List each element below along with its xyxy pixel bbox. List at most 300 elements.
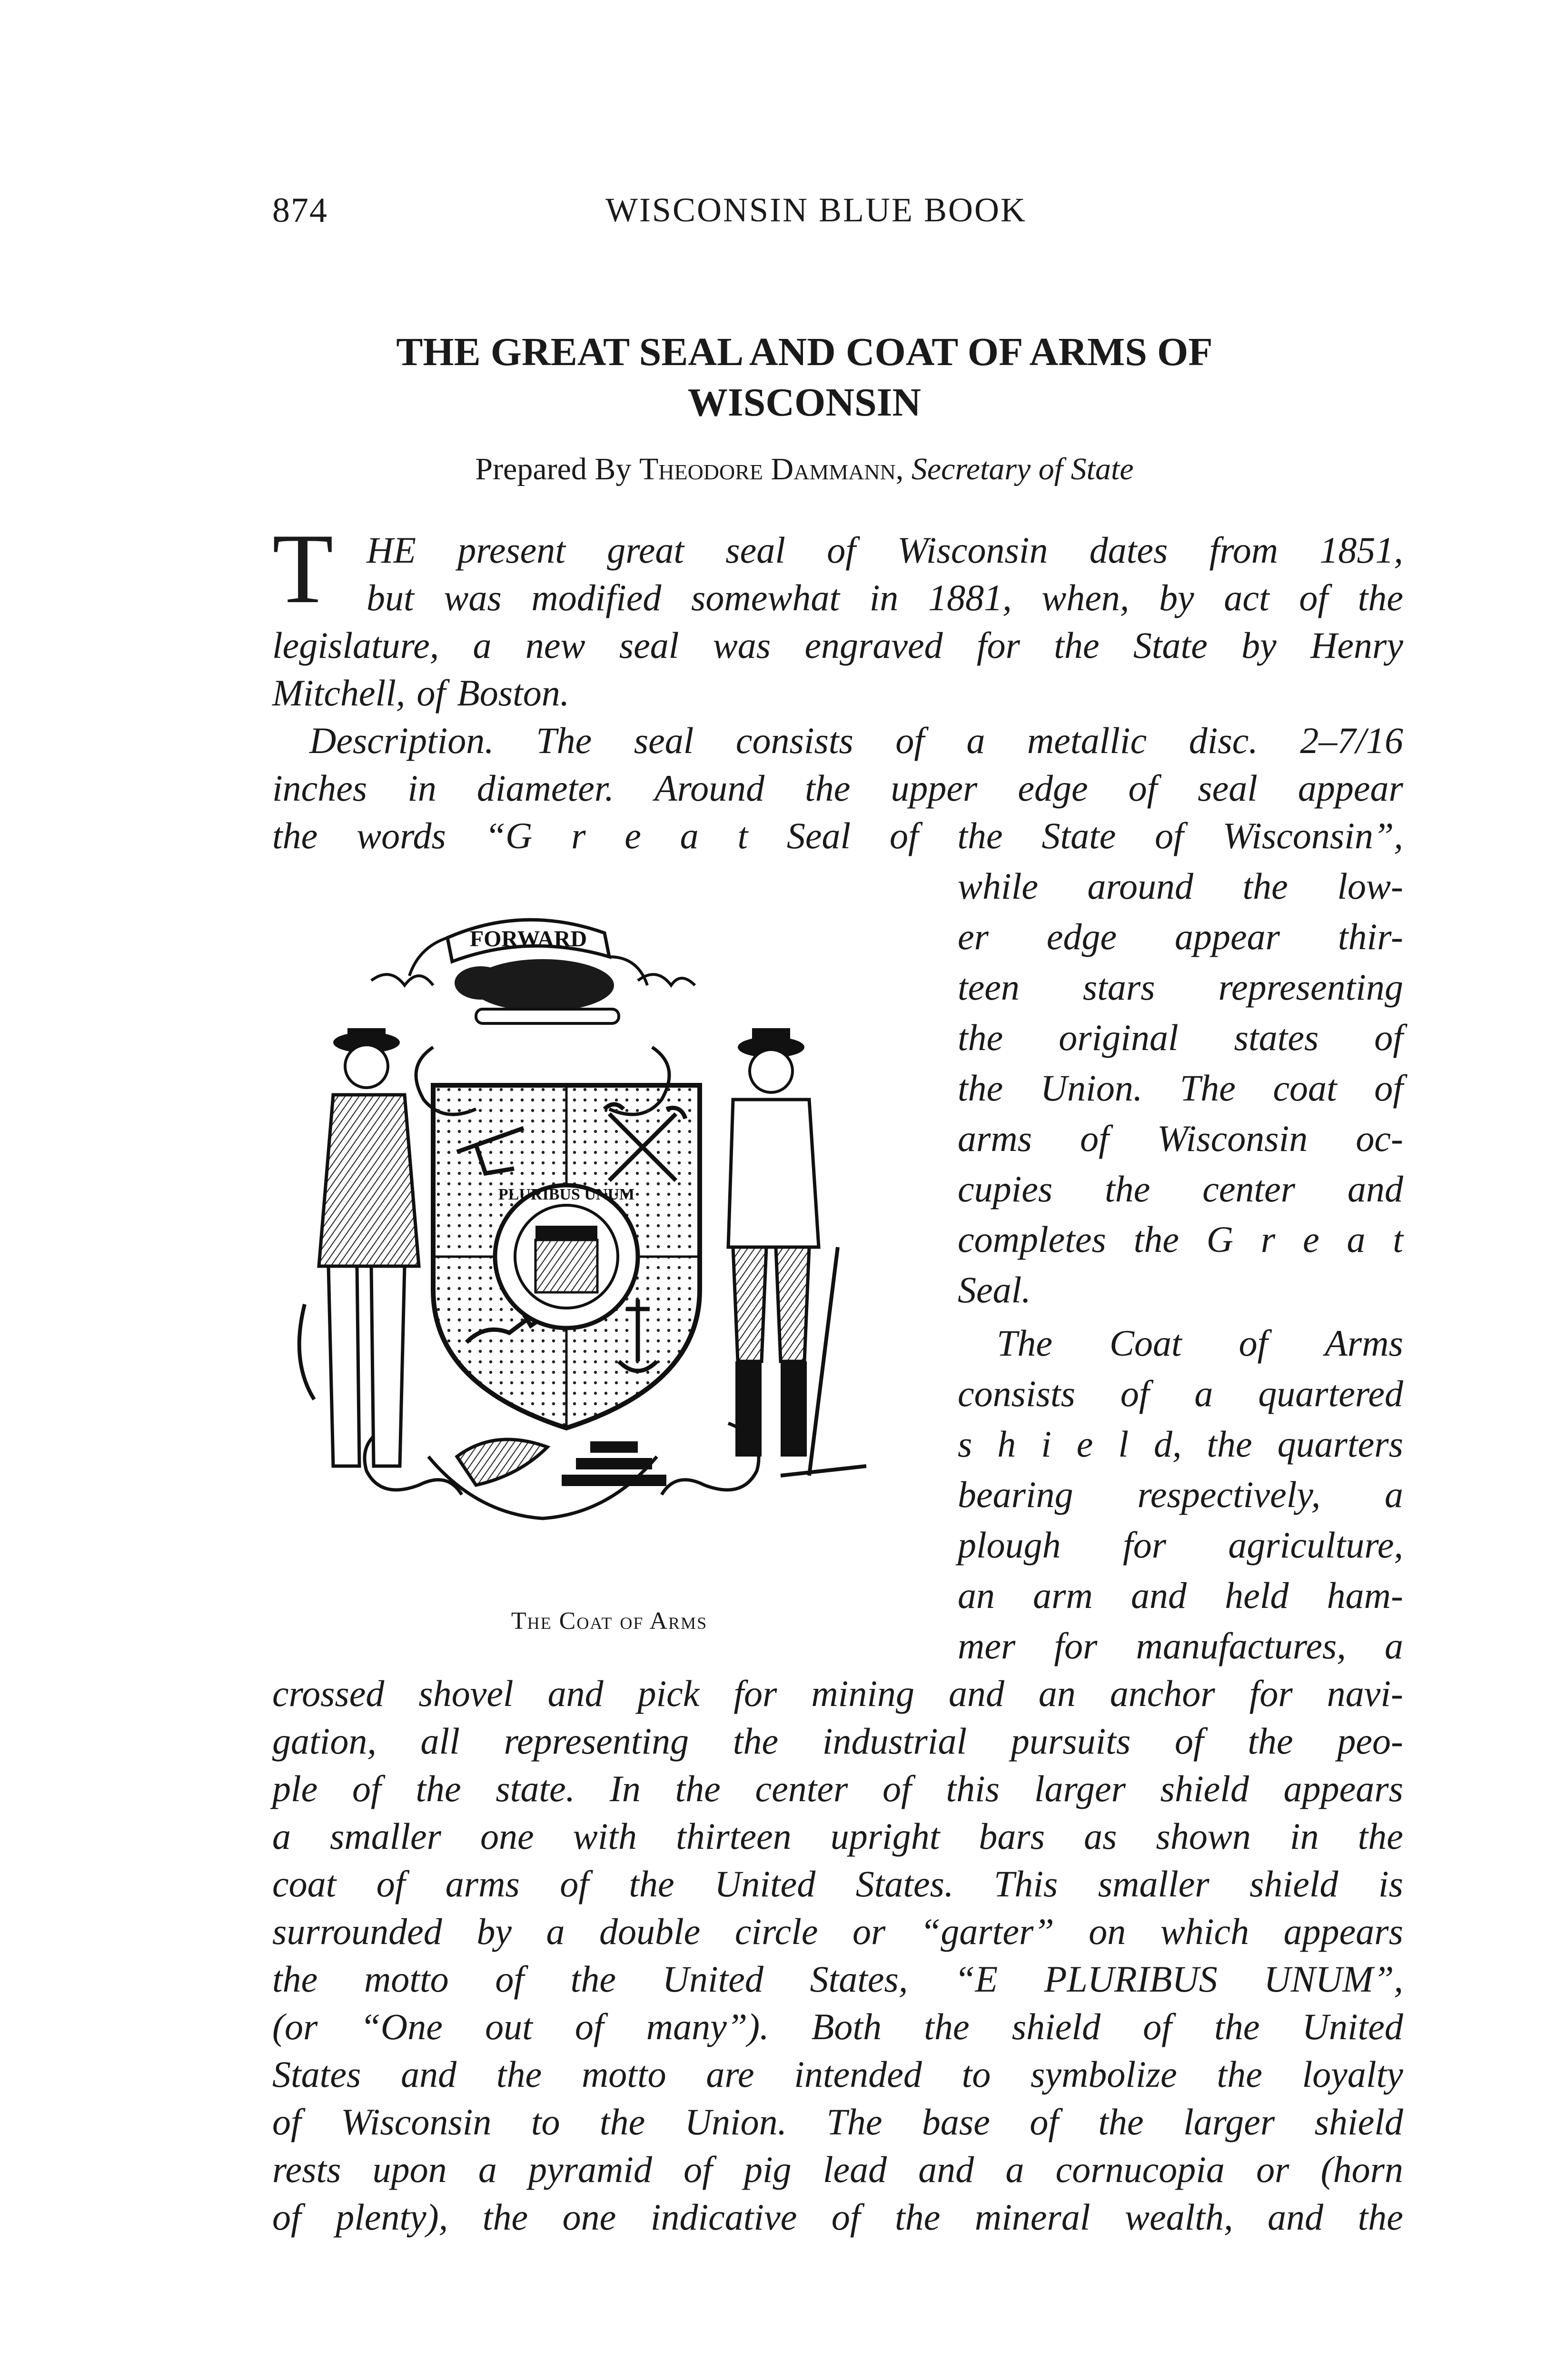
body-word: “garter” (920, 1911, 1054, 1952)
body-word: PLURIBUS (1044, 1958, 1218, 2000)
body-word: in (1289, 1815, 1319, 1857)
body-word: upper (891, 767, 978, 809)
body-word: base (922, 2101, 990, 2142)
body-word: for (1249, 1673, 1293, 1714)
body-word: a (1347, 1219, 1366, 1260)
body-word: a (1385, 1625, 1403, 1666)
body-word: larger (1034, 1768, 1126, 1809)
body-word: present (457, 529, 565, 571)
body-word: 1881, (928, 577, 1012, 618)
body-line (272, 2193, 1403, 2241)
body-word: around (1087, 865, 1193, 907)
us-shield-garter (495, 1185, 638, 1328)
body-word: (or (272, 2006, 318, 2047)
body-word: one (480, 1815, 534, 1857)
body-word: of (1175, 1720, 1204, 1762)
byline-author: Theodore Dammann, (639, 452, 904, 486)
body-word: and (1268, 2196, 1324, 2238)
body-word: cornucopia (1055, 2149, 1225, 2190)
body-word: words (357, 815, 446, 856)
body-word: mineral (974, 2196, 1090, 2238)
body-word: out (485, 2006, 533, 2047)
body-word: to (531, 2101, 560, 2142)
body-word: an (1038, 1673, 1076, 1714)
body-word: cupies (958, 1168, 1053, 1210)
body-line (272, 812, 1403, 860)
byline-role: Secretary of State (911, 452, 1134, 486)
body-word: arms (445, 1863, 520, 1904)
body-word: United (714, 1863, 816, 1904)
body-word: center (1202, 1168, 1296, 1210)
body-word: the (805, 767, 851, 809)
body-line (272, 2098, 1403, 2146)
body-word: great (607, 529, 684, 571)
body-word: the (924, 2006, 970, 2047)
body-line (958, 1216, 1403, 1263)
body-word: the (272, 1958, 318, 2000)
body-word: of (352, 1768, 381, 1809)
body-line (958, 1064, 1403, 1112)
body-word: pig (743, 2149, 792, 2190)
body-word: the (1358, 2196, 1403, 2238)
body-word: Description. (309, 720, 494, 761)
body-word: the (1214, 2006, 1260, 2047)
body-word: seal (634, 720, 694, 761)
body-line (272, 1860, 1403, 1908)
body-word: pyramid (528, 2149, 652, 2190)
body-word: and (1347, 1168, 1403, 1210)
body-word: somewhat (691, 577, 840, 618)
body-word: shield (1314, 2101, 1403, 2142)
body-word: of (1239, 1322, 1268, 1364)
article-title-line-1: THE GREAT SEAL AND COAT OF ARMS OF (396, 330, 1213, 374)
body-line (958, 1370, 1403, 1418)
body-word: a (680, 815, 699, 856)
body-word: a (1385, 1474, 1403, 1515)
body-word: pick (637, 1673, 700, 1714)
body-word: of (1155, 815, 1184, 856)
body-word: seal (725, 529, 785, 571)
body-word: which (1160, 1911, 1249, 1952)
body-word: States. (855, 1863, 954, 1904)
body-word: Coat (1109, 1322, 1182, 1364)
body-word: the (895, 2196, 941, 2238)
body-word: ham- (1327, 1575, 1403, 1616)
body-line (309, 717, 1403, 764)
body-word: circle (734, 1911, 818, 1952)
body-word: an (958, 1575, 995, 1616)
body-line (272, 1813, 1403, 1860)
body-word: loyalty (1302, 2053, 1403, 2095)
body-word: of (889, 815, 919, 856)
body-word: larger (1183, 2101, 1275, 2142)
body-word: edge (1018, 767, 1088, 809)
body-word: upright (830, 1815, 940, 1857)
body-line (958, 963, 1403, 1011)
body-word: indicative (650, 2196, 797, 2238)
figure-caption: The Coat of Arms (511, 1607, 708, 1635)
body-word: Seal (786, 815, 851, 856)
body-word: United (662, 1958, 763, 2000)
body-word: all (420, 1720, 460, 1762)
body-word: of (1080, 1118, 1109, 1159)
body-word: new (525, 625, 585, 666)
body-line (997, 1319, 1403, 1367)
body-word: and (547, 1673, 604, 1714)
body-word: coat (272, 1863, 337, 1904)
body-word: of (272, 2196, 301, 2238)
body-word: by (1159, 577, 1194, 618)
body-word: of (1374, 1067, 1403, 1109)
body-word: many”). (646, 2006, 769, 2047)
body-word: shown (1156, 1815, 1251, 1857)
body-word: stars (1082, 966, 1155, 1008)
body-line (958, 1420, 1403, 1468)
body-word: The (997, 1322, 1052, 1364)
body-word: G (1206, 1219, 1234, 1260)
body-word: on (1089, 1911, 1126, 1952)
body-word: this (946, 1768, 1000, 1809)
body-word: plough (958, 1524, 1061, 1566)
body-word: in (407, 767, 436, 809)
body-word: the (1054, 625, 1100, 666)
body-word: Wisconsin (897, 529, 1048, 571)
body-line (272, 1765, 1403, 1813)
body-word: was (713, 625, 771, 666)
body-word: a (546, 1911, 565, 1952)
body-word: for (1054, 1625, 1098, 1666)
body-word: the (1133, 1219, 1179, 1260)
body-word: Seal. (958, 1269, 1031, 1310)
body-word: of (495, 1958, 524, 2000)
body-word: (horn (1320, 2149, 1403, 2190)
body-word: the (272, 815, 318, 856)
body-word: UNUM”, (1264, 1958, 1403, 2000)
badger-crest (455, 959, 619, 1023)
body-word: agriculture, (1228, 1524, 1403, 1566)
body-word: i (1041, 1423, 1051, 1465)
body-word: consists (958, 1373, 1076, 1414)
body-word: gation, (272, 1720, 377, 1762)
body-word: and (948, 1673, 1004, 1714)
body-word: of (827, 529, 856, 571)
body-word: oc- (1356, 1118, 1403, 1159)
body-word: the (482, 2196, 528, 2238)
body-word: arms (958, 1118, 1032, 1159)
body-word: of (560, 1863, 589, 1904)
body-word: symbolize (1031, 2053, 1177, 2095)
body-word: the (958, 1017, 1003, 1058)
body-word: when, (1041, 577, 1130, 618)
body-word: In (609, 1768, 641, 1809)
body-word: shield (1011, 2006, 1101, 2047)
body-line (272, 1717, 1403, 1765)
body-word: but (367, 577, 414, 618)
body-word: or (852, 1911, 886, 1952)
body-word: States, (810, 1958, 908, 2000)
body-word: t (737, 815, 748, 856)
cornucopia (457, 1439, 547, 1485)
body-word: mining (811, 1673, 914, 1714)
body-word: and (1131, 1575, 1187, 1616)
body-word: ple (272, 1768, 318, 1809)
body-word: smaller (1098, 1863, 1209, 1904)
body-word: of (272, 2101, 301, 2142)
body-line (958, 1014, 1403, 1061)
body-word: is (1378, 1863, 1403, 1904)
body-word: seal (1198, 767, 1258, 809)
body-word: of (1120, 1373, 1150, 1414)
body-word: Union. (1040, 1067, 1143, 1109)
body-word: representing (504, 1720, 689, 1762)
body-word: edge (1046, 916, 1117, 957)
body-word: coat (1273, 1067, 1337, 1109)
body-word: States (272, 2053, 361, 2095)
body-word: State (1041, 815, 1116, 856)
body-line (958, 1572, 1403, 1619)
body-word: double (599, 1911, 701, 1952)
body-word: Both (811, 2006, 882, 2047)
body-word: legislature, (272, 625, 439, 666)
body-word: This (993, 1863, 1058, 1904)
body-line (272, 622, 1403, 669)
body-word: manufactures, (1136, 1625, 1346, 1666)
body-word: while (958, 865, 1038, 907)
body-line (272, 764, 1403, 812)
body-word: er (958, 916, 989, 957)
body-word: thir- (1338, 916, 1403, 957)
body-word: for (1123, 1524, 1167, 1566)
body-word: disc. (1189, 720, 1258, 761)
body-word: of (1299, 577, 1328, 618)
body-line (272, 1670, 1403, 1717)
body-word: the (957, 815, 1003, 856)
body-word: surrounded (272, 1911, 442, 1952)
body-line (958, 1115, 1403, 1162)
body-word: peo- (1337, 1720, 1403, 1762)
body-word: a (1194, 1373, 1213, 1414)
body-word: consists (735, 720, 853, 761)
body-word: pursuits (1011, 1720, 1131, 1762)
running-title: WISCONSIN BLUE BOOK (605, 191, 1027, 229)
body-word: of (1128, 767, 1158, 809)
coat-of-arms-illustration (276, 885, 914, 1599)
body-word: one (562, 2196, 616, 2238)
body-word: Wisconsin”, (1222, 815, 1403, 856)
body-word: completes (958, 1219, 1106, 1260)
body-word: metallic (1027, 720, 1147, 761)
body-word: the (1242, 865, 1288, 907)
body-word: the (958, 1067, 1003, 1109)
body-word: the (1098, 2101, 1144, 2142)
body-word: of (1030, 2101, 1059, 2142)
body-word: the (1207, 1423, 1252, 1465)
body-word: from (1209, 529, 1278, 571)
body-line (958, 863, 1403, 910)
body-line (958, 913, 1403, 961)
body-word: arm (1033, 1575, 1093, 1616)
garter-motto-text: PLURIBUS UNUM (498, 1186, 635, 1203)
body-word: the (629, 1863, 674, 1904)
pig-lead-pyramid (562, 1447, 666, 1480)
byline (267, 451, 1342, 487)
body-word: the (675, 1768, 721, 1809)
body-word: of (416, 672, 446, 714)
body-word: motto (364, 1958, 449, 2000)
body-word: as (1084, 1815, 1117, 1857)
body-word: to (961, 2053, 991, 2095)
body-word: The (1179, 1067, 1236, 1109)
body-word: smaller (330, 1815, 442, 1857)
body-line (958, 1471, 1403, 1518)
body-word: original (1059, 1017, 1179, 1058)
body-word: e (1303, 1219, 1319, 1260)
body-word: industrial (822, 1720, 967, 1762)
coat-of-arms-svg (276, 885, 914, 1599)
body-word: the (570, 1958, 616, 2000)
body-word: State (1133, 625, 1208, 666)
body-word: the (1105, 1168, 1150, 1210)
body-word: dates (1089, 529, 1168, 571)
body-word: are (706, 2053, 754, 2095)
body-word: a (1005, 2149, 1024, 2190)
body-word: The (826, 2101, 882, 2142)
body-word: the (1358, 577, 1403, 618)
body-line (272, 1908, 1403, 1955)
body-line (367, 526, 1403, 574)
body-word: the (416, 1768, 461, 1809)
page-number: 874 (272, 191, 328, 230)
body-word: appear (1298, 767, 1403, 809)
body-word: or (1256, 2149, 1289, 2190)
body-word: modified (531, 577, 662, 618)
body-word: seal (619, 625, 679, 666)
body-word: d, (1153, 1423, 1182, 1465)
body-word: the (1358, 1815, 1403, 1857)
body-word: bars (979, 1815, 1045, 1857)
miner-supporter (728, 1028, 866, 1476)
body-word: inches (272, 767, 367, 809)
body-word: h (997, 1423, 1016, 1465)
body-word: for (733, 1673, 777, 1714)
body-word: the (1248, 1720, 1293, 1762)
body-word: states (1234, 1017, 1319, 1058)
body-word: center (755, 1768, 848, 1809)
body-line (272, 2003, 1403, 2051)
body-word: rests (272, 2149, 341, 2190)
body-word: and (401, 2053, 457, 2095)
body-word: Henry (1310, 625, 1403, 666)
body-word: of (831, 2196, 861, 2238)
body-word: plenty), (336, 2196, 448, 2238)
body-word: quartered (1258, 1373, 1403, 1414)
body-word: the (733, 1720, 779, 1762)
body-word: by (476, 1911, 512, 1952)
body-word: shield (1160, 1768, 1249, 1809)
body-word: 1851, (1319, 529, 1403, 571)
body-word: e (624, 815, 641, 856)
body-word: of (895, 720, 925, 761)
body-line (958, 1622, 1403, 1670)
body-word: United (1302, 2006, 1403, 2047)
body-word: “One (360, 2006, 443, 2047)
body-word: e (1076, 1423, 1093, 1465)
body-word: a (478, 2149, 497, 2190)
body-word: of (684, 2149, 713, 2190)
article-title-line-2: WISCONSIN (687, 380, 922, 425)
body-word: crossed (272, 1673, 385, 1714)
body-line (958, 1165, 1403, 1213)
body-word: the (1217, 2053, 1262, 2095)
body-word: quarters (1277, 1423, 1403, 1465)
body-word: diameter. (476, 767, 614, 809)
body-word: Union. (684, 2101, 787, 2142)
body-word: Arms (1325, 1322, 1403, 1364)
body-word: 2–7/16 (1300, 720, 1403, 761)
body-word: “E (954, 1958, 998, 2000)
body-word: a (473, 625, 492, 666)
body-line (367, 574, 1403, 622)
body-word: of (1143, 2006, 1172, 2047)
body-word: the (599, 2101, 645, 2142)
body-word: The (536, 720, 592, 761)
body-word: Wisconsin (341, 2101, 492, 2142)
body-word: by (1241, 625, 1277, 666)
body-word: of (376, 1863, 406, 1904)
motto-text: FORWARD (469, 926, 587, 952)
body-word: wealth, (1125, 2196, 1233, 2238)
body-word: low- (1337, 865, 1403, 907)
body-line (272, 1955, 1403, 2003)
body-word: engraved (804, 625, 943, 666)
body-word: and (918, 2149, 974, 2190)
body-word: Mitchell, (272, 672, 406, 714)
body-word: t (1393, 1219, 1403, 1260)
body-line (272, 669, 1403, 717)
body-word: shield (1249, 1863, 1338, 1904)
body-word: respectively, (1137, 1474, 1321, 1515)
body-word: for (976, 625, 1020, 666)
body-word: thirteen (676, 1815, 792, 1857)
body-word: mer (958, 1625, 1016, 1666)
body-line (272, 2051, 1403, 2098)
body-word: Wisconsin (1157, 1118, 1308, 1159)
body-word: in (869, 577, 899, 618)
body-word: teen (958, 966, 1020, 1008)
body-word: with (573, 1815, 637, 1857)
body-word: representing (1218, 966, 1403, 1008)
body-word: of (575, 2006, 604, 2047)
body-line (272, 2146, 1403, 2193)
body-word: HE (367, 529, 416, 571)
body-word: intended (794, 2053, 922, 2095)
body-word: l (1118, 1423, 1129, 1465)
body-word: appear (1175, 916, 1280, 957)
body-word: appears (1283, 1911, 1403, 1952)
body-word: lead (823, 2149, 887, 2190)
body-word: upon (372, 2149, 447, 2190)
body-line (958, 1266, 1403, 1314)
drop-cap: T (272, 514, 334, 624)
body-word: Around (654, 767, 765, 809)
byline-prefix: Prepared By (475, 452, 632, 486)
body-line (958, 1521, 1403, 1569)
body-word: anchor (1110, 1673, 1215, 1714)
body-word: shovel (418, 1673, 514, 1714)
body-word: navi- (1327, 1673, 1403, 1714)
body-word: motto (581, 2053, 666, 2095)
body-word: r (571, 815, 586, 856)
